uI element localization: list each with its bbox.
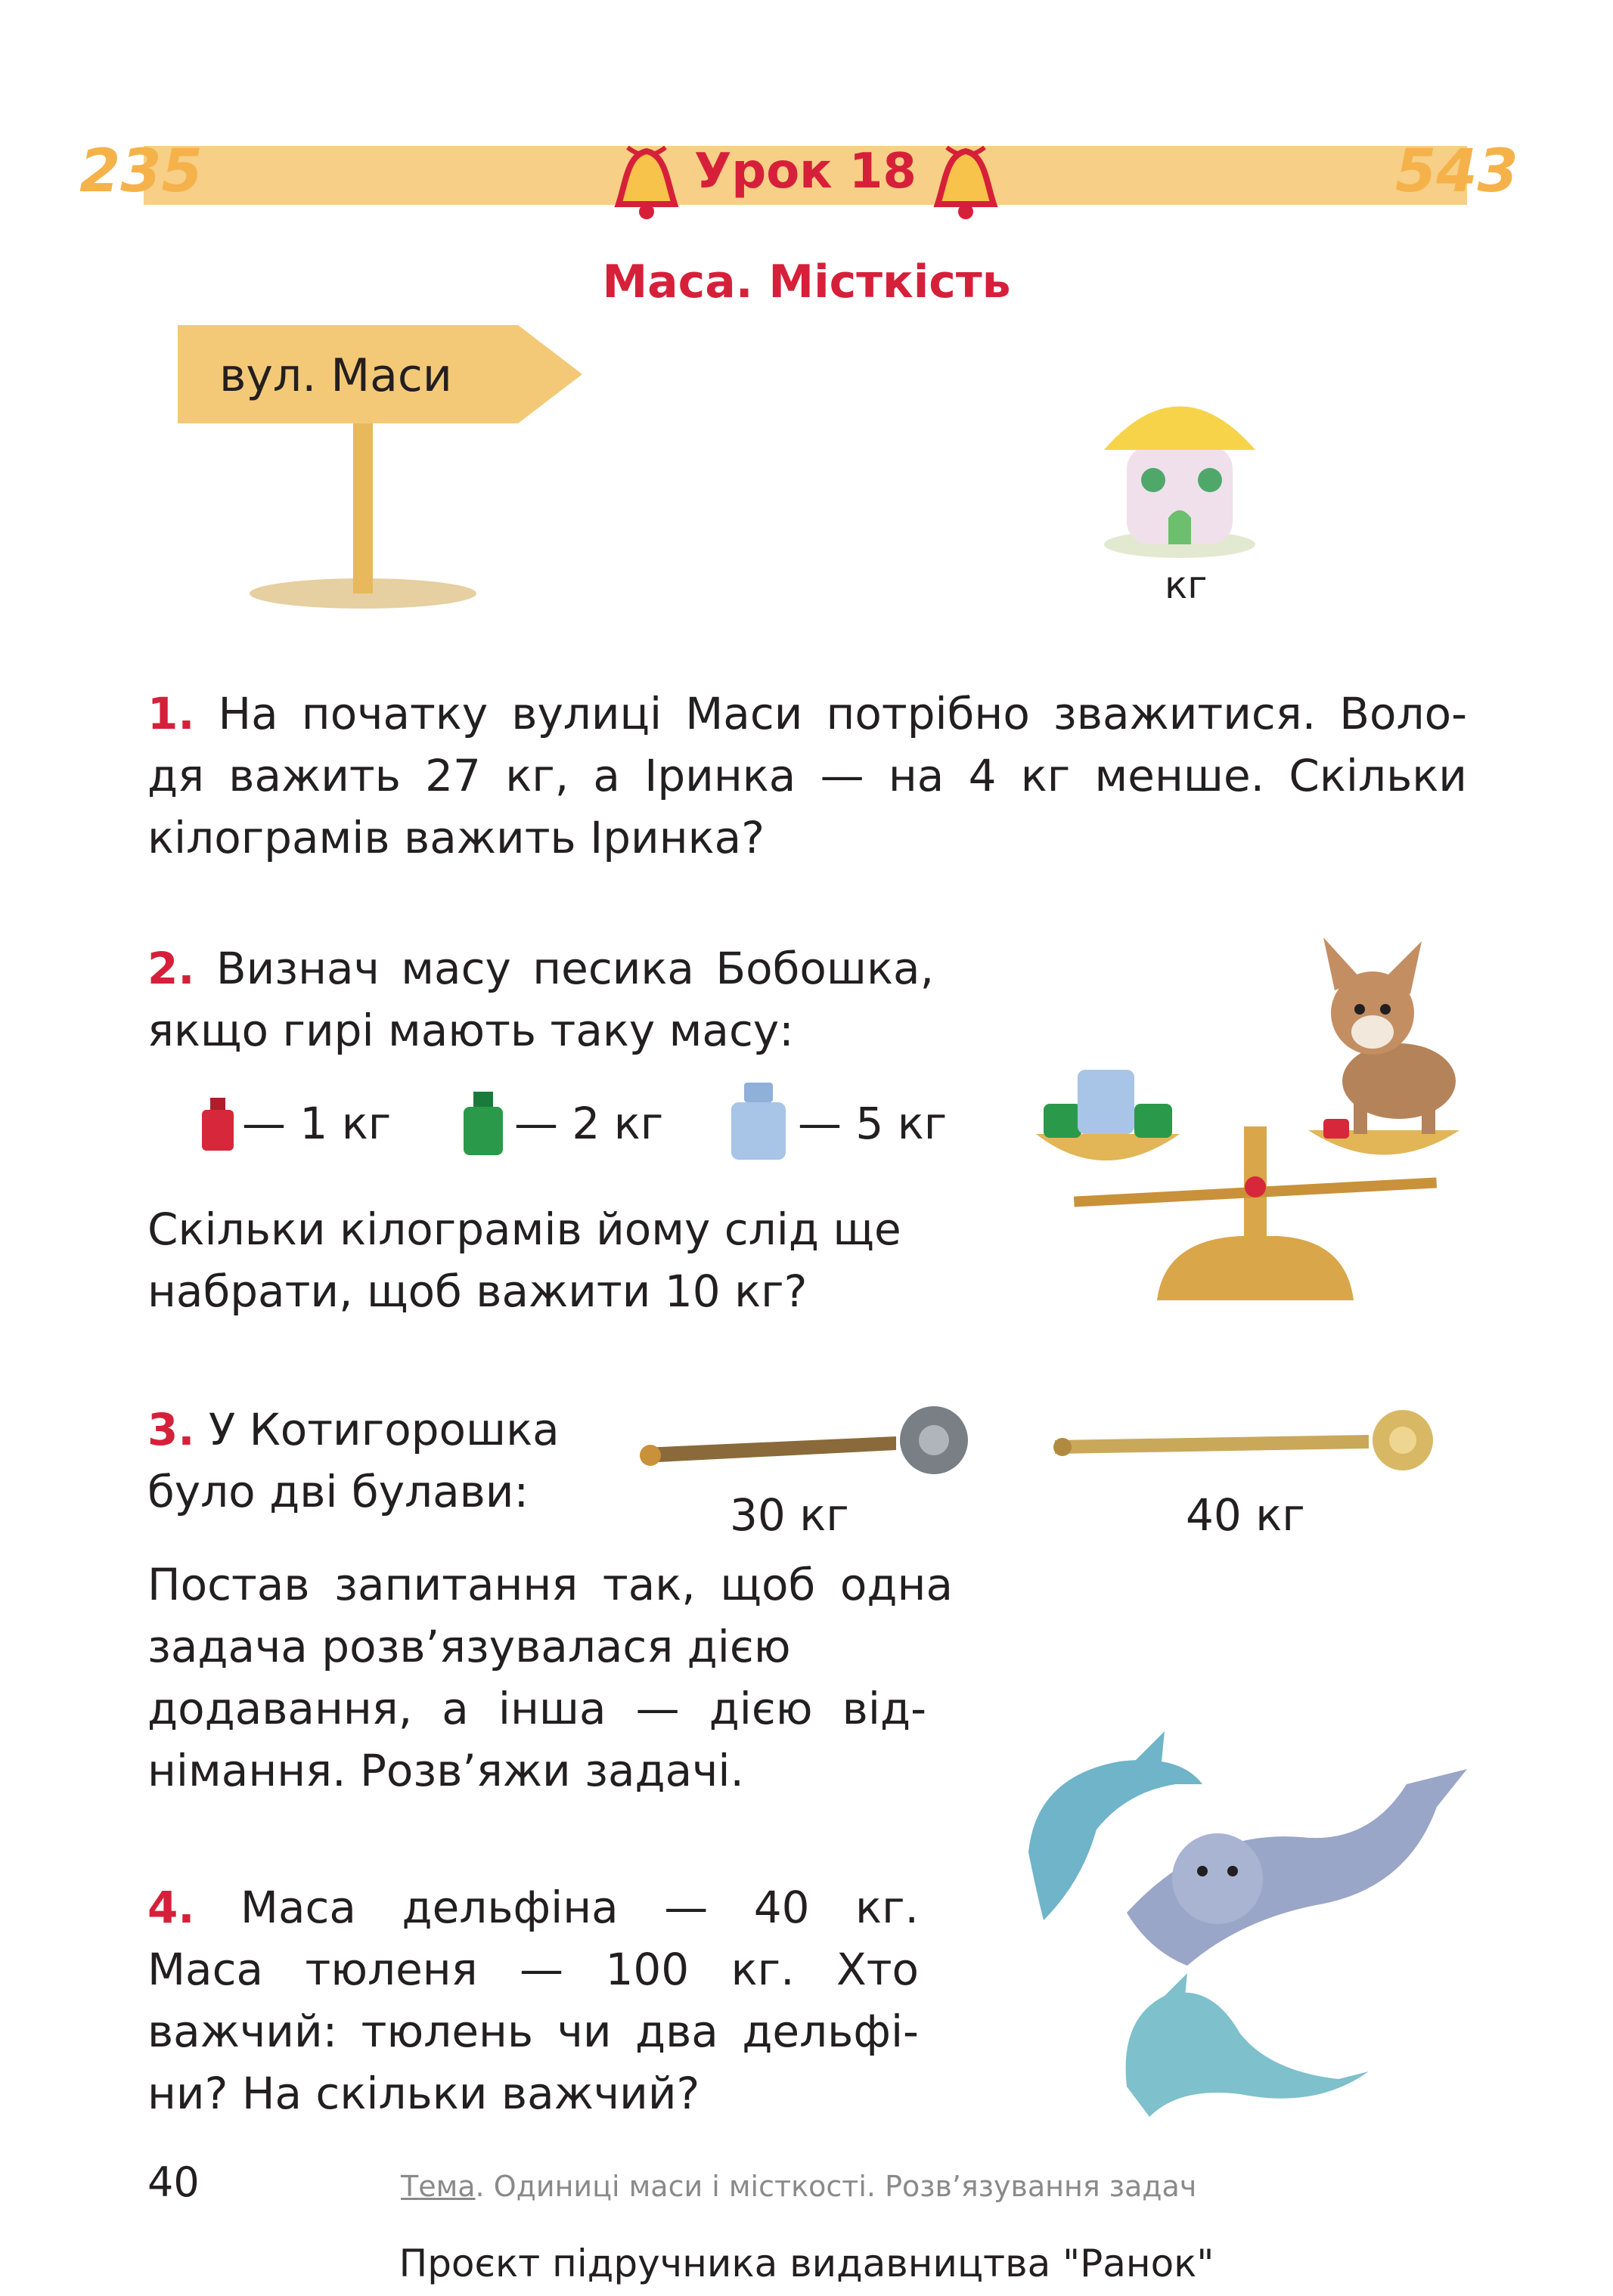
signpost-text: вул. Маси: [219, 349, 452, 402]
mace-dark-illustration: [639, 1391, 987, 1489]
header-number-decoration-left: 235: [79, 138, 203, 206]
header-number-decoration-right: 543: [1395, 138, 1518, 206]
dog-on-scales-illustration: [1028, 937, 1482, 1315]
weight-blue-icon: [727, 1083, 789, 1161]
task3-line4: задача розв’язувалася дією: [147, 1621, 791, 1672]
task4-line2: Маса тюленя — 100 кг. Хто: [147, 1944, 919, 1995]
task2-line2: якщо гирі мають таку масу:: [147, 1005, 794, 1056]
task1-number: 1.: [147, 688, 195, 739]
footer-topic-text: . Одиниці маси і місткості. Розв’язування задач: [475, 2170, 1197, 2203]
task4-line3: важчий: тюлень чи два дельфі-: [147, 2006, 919, 2057]
task3-line6: німання. Розв’яжи задачі.: [147, 1745, 744, 1796]
task3-number: 3.: [147, 1404, 195, 1455]
mace1-label: 30 кг: [730, 1489, 849, 1541]
weight-red-label: — 1 кг: [242, 1098, 392, 1149]
task3-line3: Постав запитання так, щоб одна: [147, 1559, 953, 1610]
house-illustration: [1089, 378, 1270, 559]
task4-line1: [147, 1876, 919, 1938]
task4-line4: ни? На скільки важчий?: [147, 2068, 700, 2119]
publisher-note: Проєкт підручника видавництва "Ранок": [399, 2242, 1214, 2285]
weight-green-icon: [460, 1092, 507, 1157]
task1-line2: дя важить 27 кг, а Іринка — на 4 кг менше. Скільки: [147, 750, 1467, 801]
task1-line1-text: На початку вулиці Маси потрібно зважитися. Воло-: [218, 688, 1468, 739]
task3-line5: додавання, а інша — дією від-: [147, 1683, 926, 1734]
bell-left-icon: [605, 136, 688, 223]
footer-topic: [401, 2170, 1196, 2203]
mace-gold-illustration: [1051, 1399, 1459, 1482]
dolphins-and-seal-illustration: [1013, 1716, 1497, 2140]
house-label: кг: [1165, 563, 1208, 607]
task2-line4: набрати, щоб важити 10 кг?: [147, 1266, 808, 1317]
bell-right-icon: [924, 136, 1007, 223]
weight-red-icon: [198, 1098, 237, 1152]
task1-line3: кілограмів важить Іринка?: [147, 812, 765, 863]
task4-number: 4.: [147, 1882, 195, 1933]
page-subtitle: Маса. Місткість: [602, 256, 1011, 308]
task1-line1: [147, 683, 1467, 745]
task2-line1: [147, 937, 934, 999]
task2-line3: Скільки кілограмів йому слід ще: [147, 1204, 901, 1255]
task1: [147, 683, 1467, 807]
task3-line1: [147, 1399, 560, 1461]
task3-line1-text: У Котигорошка: [208, 1404, 560, 1455]
task4-line1-text: Маса дельфіна — 40 кг.: [240, 1882, 919, 1933]
task2-line1-text: Визнач масу песика Бобошка,: [216, 943, 935, 994]
footer-topic-label: Тема: [401, 2170, 476, 2203]
page-number: 40: [147, 2158, 200, 2206]
mace2-label: 40 кг: [1186, 1489, 1305, 1541]
weight-green-label: — 2 кг: [514, 1098, 664, 1149]
task2-number: 2.: [147, 943, 195, 994]
lesson-title: Урок 18: [694, 144, 917, 200]
task3-line2: було дві булави:: [147, 1466, 529, 1517]
weight-blue-label: — 5 кг: [798, 1098, 948, 1149]
